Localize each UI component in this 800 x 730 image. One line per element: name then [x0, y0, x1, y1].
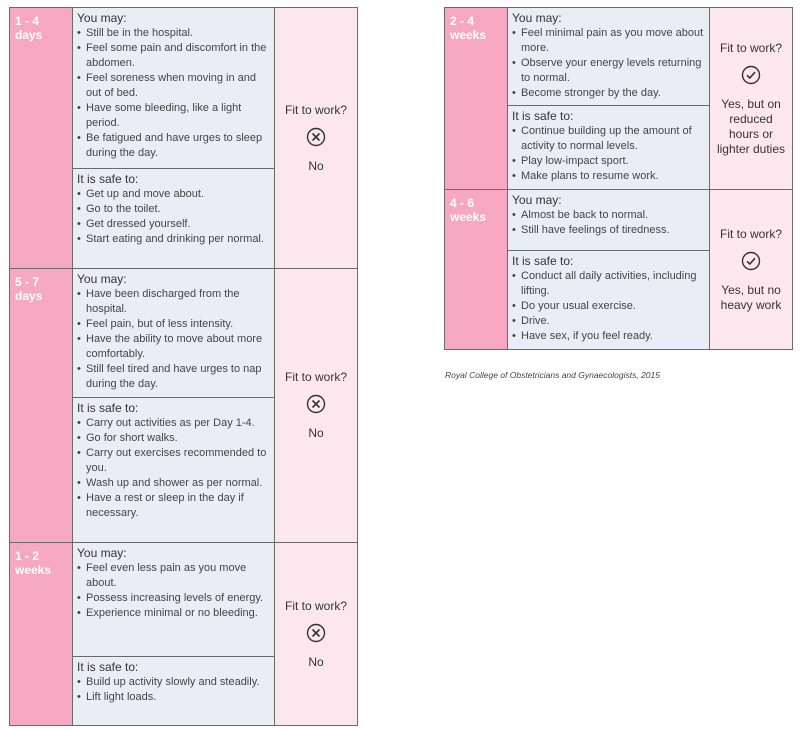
fit-to-work-cell — [710, 8, 793, 190]
safe-to-heading: It is safe to: — [512, 109, 574, 123]
table-row — [10, 269, 358, 398]
period-cell: 2 - 4 weeks — [445, 8, 508, 190]
list-item: • Have some bleeding, like a light period. — [77, 101, 270, 131]
you-may-heading: You may: — [77, 546, 127, 560]
list-item: • Feel minimal pain as you move about more. — [512, 26, 705, 56]
list-item: • Conduct all daily activities, including lifting. — [512, 269, 705, 299]
list-item: • Start eating and drinking per normal. — [77, 232, 270, 247]
list-item: • Become stronger by the day. — [512, 86, 705, 101]
symptom-list — [512, 208, 705, 238]
list-item: • Have the ability to move about more comfortably. — [77, 332, 270, 362]
list-item: • Be fatigued and have urges to sleep during the day. — [77, 131, 270, 161]
list-item: • Lift light loads. — [77, 690, 270, 705]
source-caption: Royal College of Obstetricians and Gynaecologists, 2015 — [445, 370, 660, 380]
fit-answer: Yes, but no heavy work — [720, 282, 782, 312]
fit-question: Fit to work? — [719, 226, 782, 241]
safe-to-cell — [73, 657, 275, 726]
list-item: • Feel some pain and discomfort in the abdomen. — [77, 41, 270, 71]
you-may-cell — [73, 8, 275, 169]
fit-answer: No — [308, 426, 324, 440]
symptom-list — [77, 561, 270, 621]
fit-question: Fit to work? — [284, 370, 347, 384]
recovery-table-left — [9, 7, 358, 726]
list-item: • Make plans to resume work. — [512, 169, 705, 184]
period-cell: 5 - 7 days — [10, 269, 73, 543]
list-item: • Feel soreness when moving in and out of bed. — [77, 71, 270, 101]
check-circle-icon — [741, 65, 761, 85]
list-item: • Still have feelings of tiredness. — [512, 223, 705, 238]
symptom-list — [77, 287, 270, 392]
you-may-heading: You may: — [512, 11, 562, 25]
cross-circle-icon — [306, 394, 326, 414]
fit-answer: No — [308, 158, 324, 173]
you-may-cell — [73, 269, 275, 398]
cross-circle-icon — [306, 623, 326, 643]
fit-question: Fit to work? — [719, 40, 782, 55]
list-item: • Build up activity slowly and steadily. — [77, 675, 270, 690]
activity-list — [77, 416, 270, 521]
list-item: • Feel pain, but of less intensity. — [77, 317, 270, 332]
safe-to-cell — [508, 251, 710, 350]
list-item: • Observe your energy levels returning to normal. — [512, 56, 705, 86]
list-item: • Wash up and shower as per normal. — [77, 476, 270, 491]
period-cell: 1 - 4 days — [10, 8, 73, 269]
recovery-table-right — [444, 7, 793, 350]
cross-circle-icon — [306, 127, 326, 147]
activity-list — [77, 187, 270, 247]
activity-list — [77, 675, 270, 705]
you-may-cell — [508, 190, 710, 251]
list-item: • Still feel tired and have urges to nap during the day. — [77, 362, 270, 392]
activity-list — [512, 269, 705, 344]
list-item: • Still be in the hospital. — [77, 26, 270, 41]
list-item: • Go to the toilet. — [77, 202, 270, 217]
safe-to-cell — [73, 169, 275, 269]
fit-to-work-cell — [275, 543, 358, 726]
fit-question: Fit to work? — [284, 102, 347, 117]
list-item: • Feel even less pain as you move about. — [77, 561, 270, 591]
list-item: • Get up and move about. — [77, 187, 270, 202]
table-row — [10, 8, 358, 169]
symptom-list — [512, 26, 705, 101]
you-may-heading: You may: — [77, 272, 127, 286]
safe-to-heading: It is safe to: — [77, 172, 139, 186]
list-item: • Have sex, if you feel ready. — [512, 329, 705, 344]
fit-question: Fit to work? — [284, 598, 347, 613]
symptom-list — [77, 26, 270, 161]
list-item: • Carry out activities as per Day 1-4. — [77, 416, 270, 431]
safe-to-heading: It is safe to: — [77, 660, 139, 674]
check-circle-icon — [741, 251, 761, 271]
activity-list — [512, 124, 705, 184]
list-item: • Go for short walks. — [77, 431, 270, 446]
safe-to-heading: It is safe to: — [77, 401, 139, 415]
you-may-heading: You may: — [512, 193, 562, 207]
list-item: • Carry out exercises recommended to you. — [77, 446, 270, 476]
period-cell: 1 - 2 weeks — [10, 543, 73, 726]
fit-answer: No — [308, 654, 324, 669]
you-may-cell — [73, 543, 275, 657]
list-item: • Possess increasing levels of energy. — [77, 591, 270, 606]
table-row — [10, 543, 358, 657]
fit-answer: Yes, but on reduced hours or lighter duties — [716, 96, 786, 156]
list-item: • Experience minimal or no bleeding. — [77, 606, 270, 621]
you-may-heading: You may: — [77, 11, 127, 25]
safe-to-cell — [508, 106, 710, 190]
list-item: • Continue building up the amount of activity to normal levels. — [512, 124, 705, 154]
list-item: • Get dressed yourself. — [77, 217, 270, 232]
fit-to-work-cell — [275, 8, 358, 269]
table-row — [445, 190, 793, 251]
fit-to-work-cell — [710, 190, 793, 350]
you-may-cell — [508, 8, 710, 106]
safe-to-cell — [73, 398, 275, 543]
list-item: • Have a rest or sleep in the day if necessary. — [77, 491, 270, 521]
fit-to-work-cell — [275, 269, 358, 543]
list-item: • Play low-impact sport. — [512, 154, 705, 169]
list-item: • Have been discharged from the hospital. — [77, 287, 270, 317]
period-cell: 4 - 6 weeks — [445, 190, 508, 350]
table-row — [445, 8, 793, 106]
list-item: • Drive. — [512, 314, 705, 329]
safe-to-heading: It is safe to: — [512, 254, 574, 268]
list-item: • Almost be back to normal. — [512, 208, 705, 223]
list-item: • Do your usual exercise. — [512, 299, 705, 314]
